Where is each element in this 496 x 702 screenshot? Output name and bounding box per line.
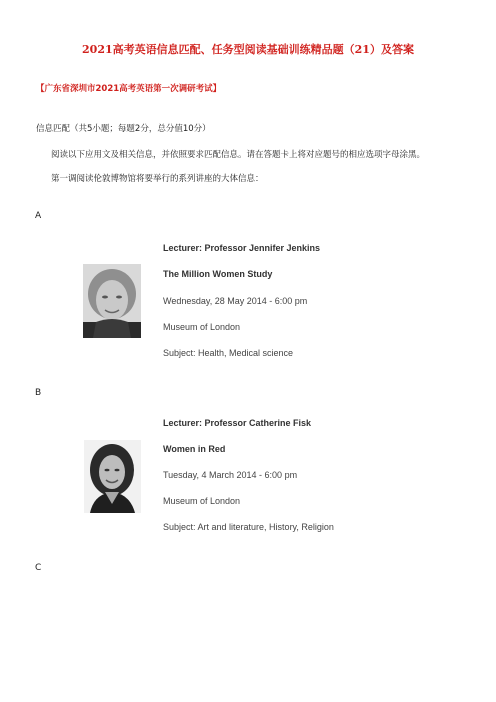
lecture-b-lecturer: Lecturer: Professor Catherine Fisk — [163, 418, 312, 428]
lecture-b-subject: Subject: Art and literature, History, Religion — [163, 522, 334, 532]
lecture-a-date: Wednesday, 28 May 2014 - 6:00 pm — [163, 296, 308, 306]
lecture-c-letter: C — [35, 563, 42, 573]
lecture-a-letter: A — [35, 211, 42, 221]
document-title: 2021高考英语信息匹配、任务型阅读基础训练精品题（21）及答案 — [82, 43, 414, 56]
lecture-b-venue: Museum of London — [163, 496, 241, 506]
lecture-a-subject: Subject: Health, Medical science — [163, 348, 294, 358]
lecture-b-date: Tuesday, 4 March 2014 - 6:00 pm — [163, 470, 298, 480]
lecture-b-letter: B — [35, 388, 42, 398]
lecture-b-topic: Women in Red — [163, 444, 226, 454]
lecturer-a-photo — [83, 264, 141, 338]
source-line: 【广东省深圳市2021高考英语第一次调研考试】 — [36, 84, 222, 94]
instruction-line-2: 第一调阅读伦敦博物馆将要举行的系列讲座的大体信息： — [51, 174, 264, 184]
lecture-a-topic: The Million Women Study — [163, 269, 273, 279]
section-heading: 信息匹配（共5小题；每题2分，总分值10分） — [36, 124, 211, 134]
instruction-line-1: 阅读以下应用文及相关信息，并依照要求匹配信息。请在答题卡上将对应题号的相应选项字母涂黑。 — [51, 150, 426, 160]
lecture-a-venue: Museum of London — [163, 322, 241, 332]
lecture-a-lecturer: Lecturer: Professor Jennifer Jenkins — [163, 243, 321, 253]
lecturer-b-photo — [84, 440, 141, 513]
